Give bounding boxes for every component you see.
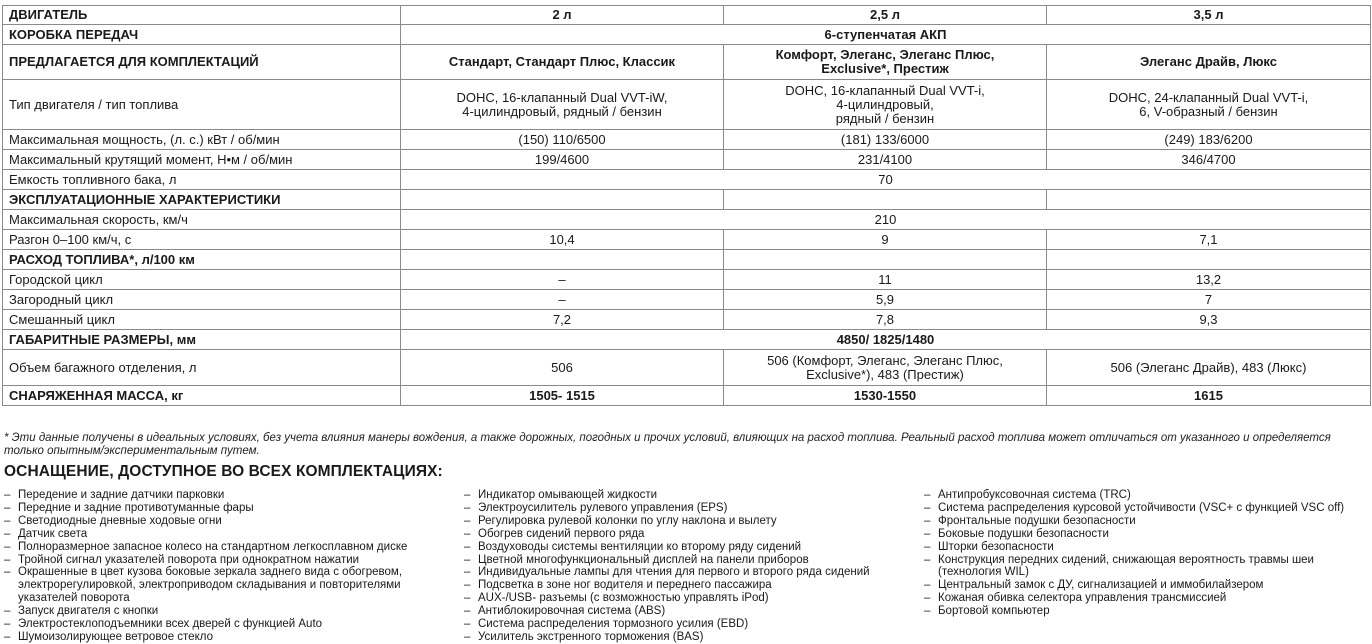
cell [724,45,1047,80]
list-item: – Шторки безопасности [924,541,1370,554]
cell-line: Exclusive*), 483 (Престиж) [806,366,964,382]
list-item: – Окрашенные в цвет кузова боковые зеркала заднего вида с обогревом, электрорегулировкой, электроприводом складывания и повторителями указателей поворота [4,566,444,605]
cell [401,250,724,270]
table-row [3,130,1371,150]
list-item: – Электроусилитель рулевого управления (EPS) [464,502,909,515]
equipment-list-col1 [4,489,444,644]
row-label: ДВИГАТЕЛЬ [3,6,401,25]
cell [724,350,1047,386]
cell [401,80,724,130]
row-label: Загородный цикл [3,290,401,310]
cell: 3,5 л [1047,6,1371,25]
table-row [3,230,1371,250]
row-label: Разгон 0–100 км/ч, с [3,230,401,250]
row-label: РАСХОД ТОПЛИВА*, л/100 км [3,250,401,270]
cell: 7 [1047,290,1371,310]
cell [1047,250,1371,270]
cell: – [401,270,724,290]
equipment-list-col3 [924,489,1370,618]
list-item: – Усилитель экстренного торможения (BAS) [464,631,909,644]
list-item: – Запуск двигателя с кнопки [4,605,444,618]
cell-line: DOHC, 16-клапанный Dual VVT-i, [785,82,985,98]
row-label: Городской цикл [3,270,401,290]
row-label: Максимальная мощность, (л. с.) кВт / об/мин [3,130,401,150]
list-item: – Индикатор омывающей жидкости [464,489,909,502]
row-label: СНАРЯЖЕННАЯ МАССА, кг [3,386,401,406]
cell-line: 506 (Комфорт, Элеганс, Элеганс Плюс, [767,352,1003,368]
cell: 2,5 л [724,6,1047,25]
list-item: – Датчик света [4,528,444,541]
list-item: – Антипробуксовочная система (TRC) [924,489,1370,502]
cell [1047,190,1371,210]
cell-line: рядный / бензин [835,110,935,126]
equipment-list-col2 [464,489,909,644]
cell: (181) 133/6000 [724,130,1047,150]
cell: 199/4600 [401,150,724,170]
cell: 7,2 [401,310,724,330]
row-label: Смешанный цикл [3,310,401,330]
table-row [3,80,1371,130]
list-item: – Светодиодные дневные ходовые огни [4,515,444,528]
cell: Элеганс Драйв, Люкс [1047,45,1371,80]
list-item: – Передение и задние датчики парковки [4,489,444,502]
cell-line: 4-цилиндровый, рядный / бензин [462,103,662,119]
cell: 11 [724,270,1047,290]
table-row [3,45,1371,80]
list-item: – Электростеклоподъемники всех дверей с функцией Auto [4,618,444,631]
row-label: Максимальная скорость, км/ч [3,210,401,230]
table-row [3,330,1371,350]
cell: 7,1 [1047,230,1371,250]
cell: 6-ступенчатая АКП [401,25,1371,45]
list-item: – Подсветка в зоне ног водителя и переднего пассажира [464,579,909,592]
row-label: ЭКСПЛУАТАЦИОННЫЕ ХАРАКТЕРИСТИКИ [3,190,401,210]
cell-line: 4-цилиндровый, [836,96,934,112]
table-row [3,25,1371,45]
cell [724,250,1047,270]
table-row [3,150,1371,170]
cell: 506 [401,350,724,386]
cell-line: Комфорт, Элеганс, Элеганс Плюс, [775,47,995,62]
list-item: – Обогрев сидений первого ряда [464,528,909,541]
row-label: КОРОБКА ПЕРЕДАЧ [3,25,401,45]
cell [1047,80,1371,130]
list-item: – Центральный замок с ДУ, сигнализацией и иммобилайзером [924,579,1370,592]
cell: 70 [401,170,1371,190]
cell: – [401,290,724,310]
cell: Стандарт, Стандарт Плюс, Классик [401,45,724,80]
cell: 13,2 [1047,270,1371,290]
cell-line: 6, V-образный / бензин [1139,103,1278,119]
table-row [3,270,1371,290]
list-item: – Передние и задние противотуманные фары [4,502,444,515]
list-item: – Бортовой компьютер [924,605,1370,618]
list-item: – Система распределения курсовой устойчивости (VSC+ с функцией VSC off) [924,502,1370,515]
list-item: – Антиблокировочная система (ABS) [464,605,909,618]
row-label: ГАБАРИТНЫЕ РАЗМЕРЫ, мм [3,330,401,350]
cell [724,190,1047,210]
table-row [3,170,1371,190]
cell [724,80,1047,130]
list-item: – Шумоизолирующее ветровое стекло [4,631,444,644]
row-label: Емкость топливного бака, л [3,170,401,190]
cell: 4850/ 1825/1480 [401,330,1371,350]
list-item: – Фронтальные подушки безопасности [924,515,1370,528]
cell: 346/4700 [1047,150,1371,170]
list-item: – Воздуховоды системы вентиляции ко второму ряду сидений [464,541,909,554]
cell: 1530-1550 [724,386,1047,406]
list-item: – Регулировка рулевой колонки по углу наклона и вылету [464,515,909,528]
row-label: Тип двигателя / тип топлива [3,80,401,130]
cell: 2 л [401,6,724,25]
cell [401,190,724,210]
list-item: – Тройной сигнал указателей поворота при однократном нажатии [4,554,444,567]
footnote: * Эти данные получены в идеальных условиях, без учета влияния манеры вождения, а также дорожных, погодных и прочих условий, влияющих на расход топлива. Реальный расход топлива может отличаться от указанного и определяется только опытным/экспериментальным путем. [4,432,1331,457]
cell: 231/4100 [724,150,1047,170]
cell: 1505- 1515 [401,386,724,406]
list-item: – Боковые подушки безопасности [924,528,1370,541]
list-item: – Полноразмерное запасное колесо на стандартном легкосплавном диске [4,541,444,554]
cell: 9,3 [1047,310,1371,330]
list-item: – Конструкция передних сидений, снижающая вероятность травмы шеи (технология WIL) [924,554,1370,580]
cell: 9 [724,230,1047,250]
cell: 1615 [1047,386,1371,406]
cell: 210 [401,210,1371,230]
cell: (150) 110/6500 [401,130,724,150]
list-item: – Цветной многофункциональный дисплей на панели приборов [464,554,909,567]
table-row [3,310,1371,330]
spec-table [2,5,1371,406]
cell-line: Exclusive*, Престиж [821,61,949,76]
row-label: ПРЕДЛАГАЕТСЯ ДЛЯ КОМПЛЕКТАЦИЙ [3,45,401,80]
list-item: – AUX-/USB- разъемы (с возможностью управлять iPod) [464,592,909,605]
table-row [3,250,1371,270]
table-row [3,290,1371,310]
list-item: – Система распределения тормозного усилия (EBD) [464,618,909,631]
equipment-title: ОСНАЩЕНИЕ, ДОСТУПНОЕ ВО ВСЕХ КОМПЛЕКТАЦИЯХ: [4,463,443,480]
table-row [3,190,1371,210]
list-item: – Кожаная обивка селектора управления трансмиссией [924,592,1370,605]
row-label: Объем багажного отделения, л [3,350,401,386]
table-row [3,386,1371,406]
list-item: – Индивидуальные лампы для чтения для первого и второго ряда сидений [464,566,909,579]
cell: 10,4 [401,230,724,250]
table-row [3,210,1371,230]
cell: 5,9 [724,290,1047,310]
table-row [3,350,1371,386]
row-label: Максимальный крутящий момент, Н•м / об/мин [3,150,401,170]
cell-line: DOHC, 24-клапанный Dual VVT-i, [1108,89,1309,105]
cell-line: DOHC, 16-клапанный Dual VVT-iW, [456,89,668,105]
table-row [3,6,1371,25]
cell: (249) 183/6200 [1047,130,1371,150]
cell: 7,8 [724,310,1047,330]
cell: 506 (Элеганс Драйв), 483 (Люкс) [1047,350,1371,386]
